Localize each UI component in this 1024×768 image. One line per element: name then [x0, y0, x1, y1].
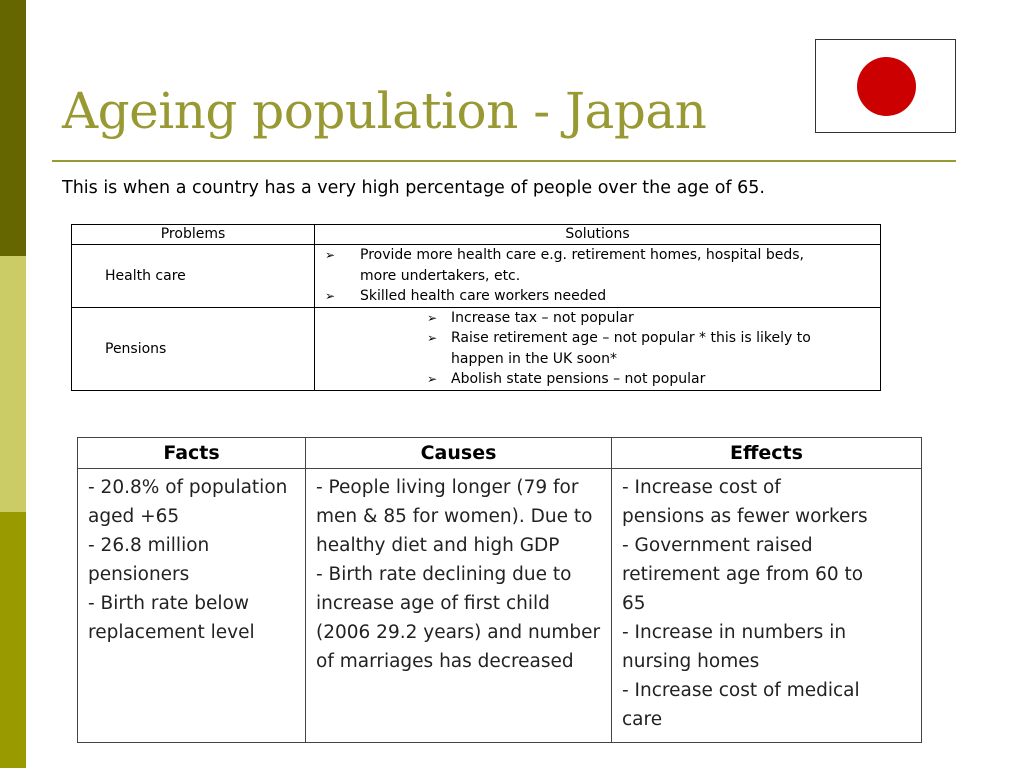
table-header-row — [78, 438, 922, 469]
flag-red-disc — [857, 57, 916, 116]
problems-solutions-table — [71, 224, 881, 391]
causes-cell — [306, 469, 612, 743]
sidebar-decoration — [0, 0, 26, 768]
intro-text: This is when a country has a very high percentage of people over the age of 65. — [62, 178, 765, 198]
list-item-continuation — [315, 266, 880, 287]
facts-line: - 26.8 million — [88, 535, 210, 556]
facts-line: - 20.8% of population — [88, 477, 288, 498]
sidebar-block-middle — [0, 256, 26, 512]
page-title: Ageing population - Japan — [62, 82, 707, 140]
solutions-list — [315, 245, 880, 307]
solution-text: happen in the UK soon* — [451, 350, 617, 367]
causes-line: healthy diet and high GDP — [316, 535, 560, 556]
japan-flag-icon — [815, 39, 956, 133]
facts-cell — [78, 469, 306, 743]
arrow-bullet-icon: ➢ — [427, 331, 438, 345]
solution-text: Abolish state pensions – not popular — [451, 371, 706, 387]
causes-line: (2006 29.2 years) and number — [316, 622, 601, 643]
sidebar-block-top — [0, 0, 26, 256]
list-item — [315, 245, 880, 266]
causes-line: increase age of first child — [316, 593, 550, 614]
facts-line: - Birth rate below — [88, 593, 250, 614]
solutions-cell — [315, 245, 881, 308]
facts-causes-effects-table — [77, 437, 922, 743]
arrow-bullet-icon: ➢ — [325, 289, 336, 303]
list-item — [315, 286, 880, 307]
arrow-bullet-icon: ➢ — [325, 248, 336, 262]
solution-text: Skilled health care workers needed — [360, 288, 607, 304]
solution-text: Increase tax – not popular — [451, 309, 634, 326]
facts-line: replacement level — [88, 622, 255, 643]
problem-cell: Health care — [72, 245, 315, 308]
solutions-list — [315, 308, 880, 390]
table-row — [78, 469, 922, 743]
arrow-bullet-icon: ➢ — [427, 310, 438, 325]
table-row — [72, 307, 881, 390]
header-facts: Facts — [78, 438, 306, 469]
effects-cell — [612, 469, 922, 743]
solution-text: more undertakers, etc. — [360, 267, 521, 284]
effects-line: retirement age from 60 to — [622, 564, 864, 585]
title-divider — [52, 160, 956, 162]
list-item — [315, 369, 880, 390]
effects-line: care — [622, 709, 663, 730]
header-effects: Effects — [612, 438, 922, 469]
table-header-row — [72, 225, 881, 245]
effects-line: nursing homes — [622, 651, 760, 672]
effects-line: pensions as fewer workers — [622, 506, 868, 527]
table-row — [72, 245, 881, 308]
causes-line: - Birth rate declining due to — [316, 564, 572, 585]
causes-line: - People living longer (79 for — [316, 477, 579, 498]
effects-line: - Increase cost of — [622, 477, 781, 498]
arrow-bullet-icon: ➢ — [427, 372, 438, 386]
list-item — [315, 308, 880, 329]
solution-text: Raise retirement age – not popular * this is likely to — [451, 330, 811, 346]
effects-line: - Increase in numbers in — [622, 622, 847, 643]
facts-line: aged +65 — [88, 506, 180, 527]
list-item-continuation — [315, 349, 880, 370]
header-solutions: Solutions — [315, 225, 881, 245]
header-causes: Causes — [306, 438, 612, 469]
causes-line: men & 85 for women). Due to — [316, 506, 593, 527]
problem-cell: Pensions — [72, 307, 315, 390]
effects-line: - Increase cost of medical — [622, 680, 860, 701]
sidebar-block-bottom — [0, 512, 26, 768]
effects-line: - Government raised — [622, 535, 813, 556]
effects-line: 65 — [622, 593, 646, 614]
list-item — [315, 328, 880, 349]
solutions-cell — [315, 307, 881, 390]
solution-text: Provide more health care e.g. retirement homes, hospital beds, — [360, 247, 804, 263]
causes-line: of marriages has decreased — [316, 651, 574, 672]
facts-line: pensioners — [88, 564, 190, 585]
header-problems: Problems — [72, 225, 315, 245]
